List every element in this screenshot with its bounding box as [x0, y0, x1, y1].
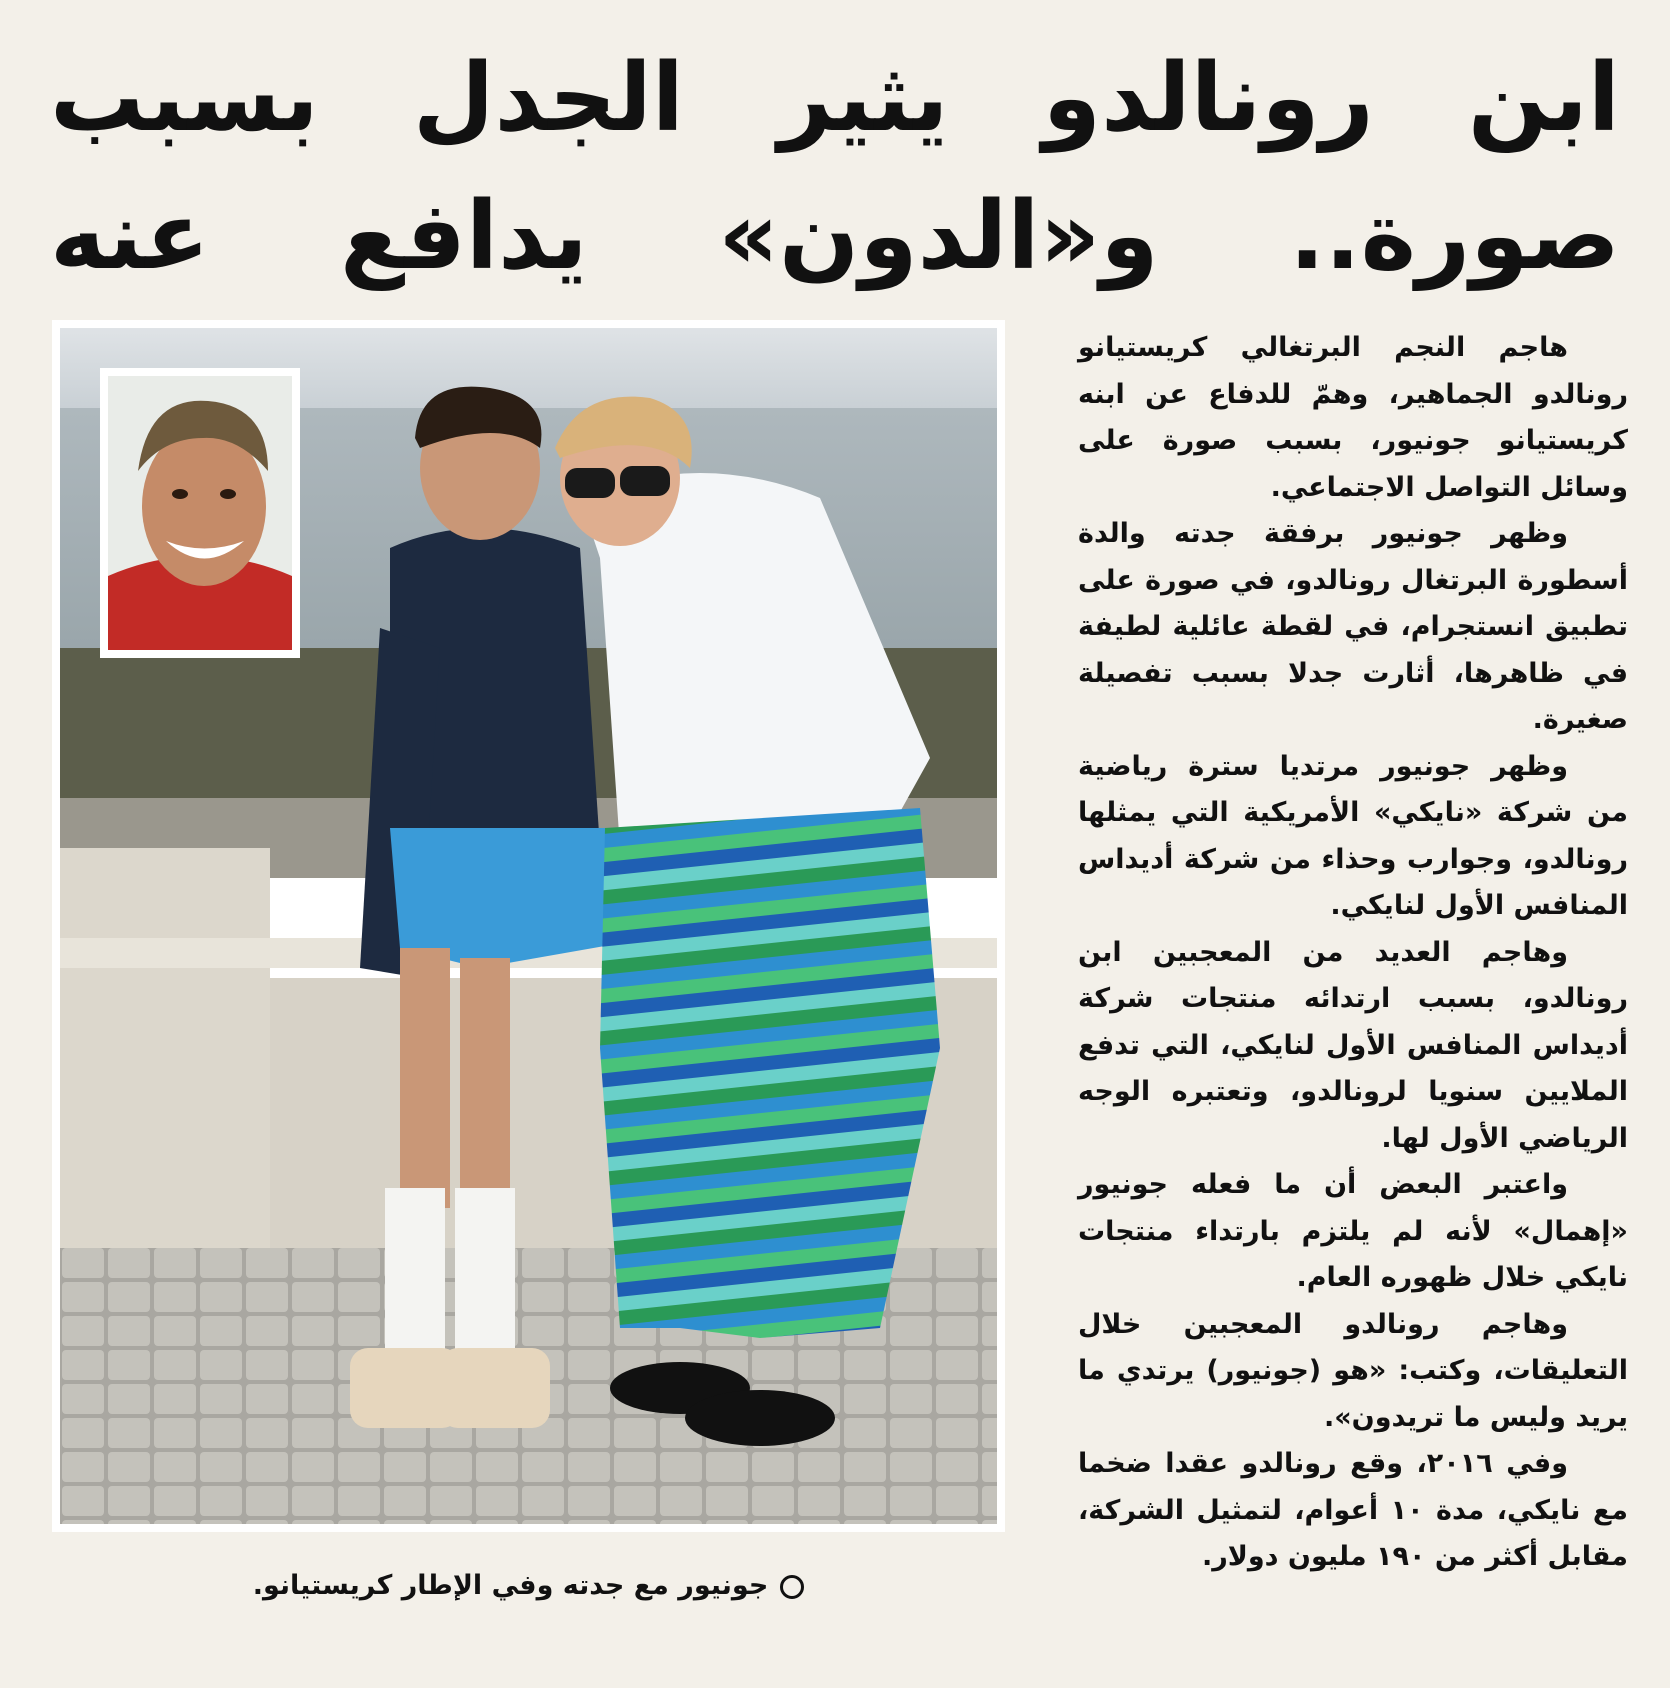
article-paragraph: هاجم النجم البرتغالي كريستيانو رونالدو الجماهير، وهمّ للدفاع عن ابنه كريستيانو جونيور، بسبب صورة على وسائل التواصل الاجتماعي. — [1078, 332, 1628, 503]
article-paragraph: وفي ٢٠١٦، وقع رونالدو عقدا ضخما مع نايكي، مدة ١٠ أعوام، لتمثيل الشركة، مقابل أكثر من ١٩٠ مليون دولار. — [1078, 1448, 1628, 1572]
caption-text: جونيور مع جدته وفي الإطار كريستيانو. — [252, 1570, 769, 1601]
article-paragraph: وهاجم رونالدو المعجبين خلال التعليقات، وكتب: «هو (جونيور) يرتدي ما يريد وليس ما تريدون». — [1078, 1308, 1628, 1433]
headline — [50, 30, 1620, 306]
photo-cristiano-portrait — [108, 376, 292, 650]
headline-line-1: ابن رونالدو يثير الجدل بسبب — [50, 44, 1620, 153]
caption-bullet-icon — [780, 1575, 804, 1599]
photo-caption — [52, 1570, 1005, 1601]
article-body — [1078, 325, 1628, 1581]
article-paragraph: وظهر جونيور برفقة جدته والدة أسطورة البرتغال رونالدو، في صورة على تطبيق انستجرام، في لقطة عائلية لطيفة في ظاهرها، أثارت جدلا بسبب تفصيلة صغيرة. — [1078, 518, 1628, 735]
article-paragraph: واعتبر البعض أن ما فعله جونيور «إهمال» لأنه لم يلتزم بارتداء منتجات نايكي خلال ظهوره العام. — [1078, 1169, 1628, 1293]
headline-line-2: صورة.. و«الدون» يدافع عنه — [50, 182, 1620, 291]
inset-photo — [100, 368, 300, 658]
article-paragraph: وظهر جونيور مرتديا سترة رياضية من شركة «نايكي» الأمريكية التي يمثلها رونالدو، وجوارب وحذاء من شركة أديداس المنافس الأول لنايكي. — [1078, 750, 1628, 921]
article-paragraph: وهاجم العديد من المعجبين ابن رونالدو، بسبب ارتدائه منتجات شركة أديداس المنافس الأول لنايكي، التي تدفع الملايين سنويا لرونالدو، وتعتبره الوجه الرياضي الأول لها. — [1078, 936, 1628, 1154]
